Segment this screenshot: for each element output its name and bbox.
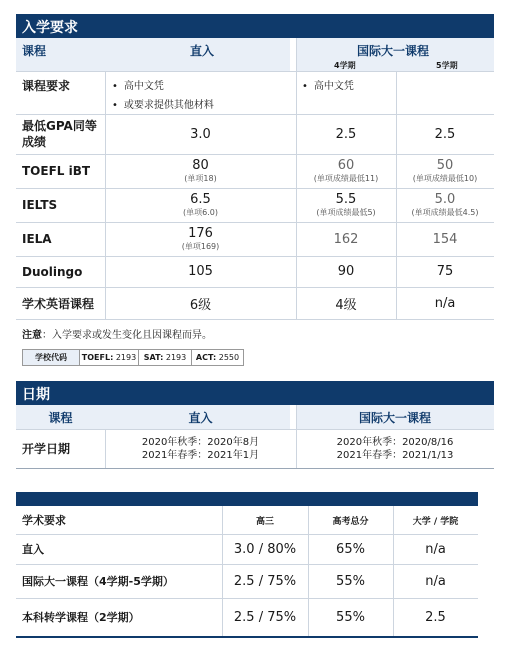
academic-row-gaokao: 55% — [336, 573, 365, 589]
dates-header-course: 课程 — [48, 410, 73, 425]
toefl-5-terms: 50 (单项成绩最低10) — [412, 158, 478, 183]
admission-title: 入学要求 — [22, 20, 78, 36]
toefl-direct: 80 (单项18) — [184, 158, 217, 183]
dates-direct: 2020年秋季：2020年8月 2021年春季：2021年1月 — [141, 436, 260, 461]
iela-direct: 176 (单项169) — [181, 226, 220, 251]
eap-4-terms: 4级 — [335, 297, 357, 313]
iela-5-terms: 154 — [432, 231, 458, 247]
ielts-5-terms: 5.0 (单项成绩最低4.5) — [411, 192, 479, 217]
row-label-requirement: 课程要求 — [22, 79, 71, 93]
eap-5-terms: n/a — [434, 295, 456, 311]
code-act: ACT: 2550 — [195, 353, 240, 362]
header-direct: 直入 — [190, 44, 215, 58]
duolingo-4-terms: 90 — [337, 264, 355, 279]
academic-top-bar — [16, 492, 478, 506]
row-label-duolingo: Duolingo — [22, 264, 83, 279]
req-direct-line-2: • 或要求提供其他材料 — [112, 96, 214, 111]
req-direct-line-1: • 高中文凭 — [112, 77, 164, 92]
admission-title-bar — [16, 14, 494, 38]
academic-row-gaokao: 55% — [336, 609, 365, 625]
academic-header-gaokao: 高考总分 — [332, 516, 369, 527]
dates-header-direct: 直入 — [188, 410, 213, 425]
academic-header-label: 学术要求 — [22, 514, 66, 527]
academic-row-gaokao: 65% — [336, 541, 365, 557]
academic-row-hs: 2.5 / 75% — [233, 573, 297, 589]
row-label-toefl: TOEFL iBT — [22, 164, 91, 178]
iela-4-terms: 162 — [333, 231, 359, 247]
ielts-4-terms: 5.5 (单项成绩最低5) — [316, 192, 376, 217]
eap-direct: 6级 — [189, 297, 212, 313]
dates-intl: 2020年秋季：2020/8/16 2021年春季：2021/1/13 — [336, 436, 454, 461]
academic-row-hs: 2.5 / 75% — [233, 609, 297, 625]
code-toefl: TOEFL: 2193 — [80, 350, 139, 365]
row-label-gpa: 最低GPA同等 成绩 — [22, 119, 97, 149]
header-intl: 国际大一课程 — [357, 44, 430, 58]
admission-header-left — [16, 38, 290, 71]
row-label-eap: 学术英语课程 — [22, 296, 95, 311]
header-course: 课程 — [22, 44, 47, 58]
academic-header-hs: 高三 — [255, 516, 274, 527]
code-sat: SAT: 2193 — [139, 350, 192, 365]
academic-row-label: 国际大一课程（4学期-5学期） — [22, 575, 174, 588]
header-5-terms: 5学期 — [436, 61, 458, 70]
duolingo-5-terms: 75 — [436, 264, 454, 279]
academic-row-uni: 2.5 — [425, 609, 446, 625]
row-label-iela: IELA — [22, 232, 52, 246]
dates-row-label: 开学日期 — [22, 442, 71, 456]
school-code-label: 学校代码 — [23, 350, 80, 365]
gpa-direct: 3.0 — [190, 126, 211, 142]
academic-row-uni: n/a — [425, 573, 446, 589]
gpa-5-terms: 2.5 — [434, 126, 456, 142]
academic-header-uni: 大学 / 学院 — [412, 516, 459, 527]
ielts-direct: 6.5 (单项6.0) — [183, 192, 218, 217]
dates-title: 日期 — [22, 387, 50, 403]
academic-row-label: 本科转学课程（2学期） — [22, 611, 140, 624]
header-4-terms: 4学期 — [334, 61, 356, 70]
gpa-4-terms: 2.5 — [335, 126, 357, 142]
school-codes-box — [22, 349, 244, 366]
dates-header-intl: 国际大一课程 — [358, 410, 431, 425]
academic-row-label: 直入 — [22, 543, 44, 556]
academic-row-hs: 3.0 / 80% — [233, 541, 297, 557]
row-label-ielts: IELTS — [22, 198, 58, 212]
dates-title-bar — [16, 381, 494, 405]
academic-row-uni: n/a — [425, 541, 446, 557]
duolingo-direct: 105 — [188, 264, 213, 279]
toefl-4-terms: 60 (单项成绩最低11) — [313, 158, 379, 183]
req-intl-line-1: • 高中文凭 — [302, 77, 354, 92]
admission-note: 注意：入学要求或发生变化且因课程而异。 — [22, 330, 212, 341]
